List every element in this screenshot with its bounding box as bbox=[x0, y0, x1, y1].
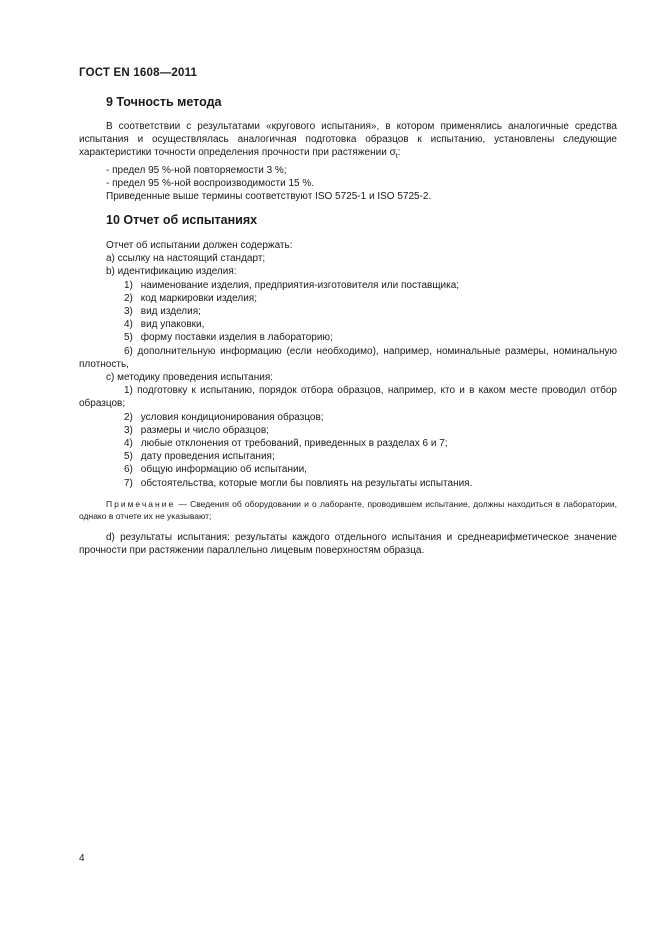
report-b-item-1: 1) наименование изделия, предприятия-изготовителя или поставщика; bbox=[124, 279, 460, 291]
section-9 bbox=[79, 95, 617, 203]
section-9-item-1: - предел 95 %-ной повторяемости 3 %; bbox=[106, 164, 287, 176]
report-b-item-3: 3) вид изделия; bbox=[124, 306, 201, 318]
report-b-item-6: 6) дополнительную информацию (если необходимо), например, номинальные размеры, номинальную плотность, bbox=[79, 345, 617, 370]
report-c-item-3: 3) размеры и число образцов; bbox=[124, 424, 269, 436]
section-9-intro: В соответствии с результатами «кругового испытания», в котором применялись аналогичные средства испытания и осуществлялась аналогичная подготовка образцов к испытанию, установлены следующие характеристики точности определения прочности при растяжении $\sigma_t$: bbox=[79, 121, 617, 161]
report-b-item-5: 5) форму поставки изделия в лабораторию; bbox=[124, 332, 333, 344]
report-c-item-7: 7) обстоятельства, которые могли бы повлиять на результаты испытания. bbox=[124, 477, 473, 489]
section-9-item-2: - предел 95 %-ной воспроизводимости 15 %. bbox=[106, 177, 315, 189]
report-c-item-2: 2) условия кондиционирования образцов; bbox=[124, 411, 324, 423]
report-item-a: a) ссылку на настоящий стандарт; bbox=[106, 253, 266, 265]
section-9-title: 9 Точность метода bbox=[106, 95, 222, 109]
note-text: — Сведения об оборудовании и о лаборанте, проводившем испытание, должны находиться в лаборатории, однако в отчете их не указывают; bbox=[79, 498, 617, 521]
report-c-item-4: 4) любые отклонения от требований, приведенных в разделах 6 и 7; bbox=[124, 438, 448, 450]
section-10-title: 10 Отчет об испытаниях bbox=[106, 213, 258, 227]
note-label: Примечание bbox=[106, 498, 176, 509]
report-intro: Отчет об испытании должен содержать: bbox=[106, 240, 293, 251]
report-b-item-2: 2) код маркировки изделия; bbox=[124, 292, 257, 304]
report-item-c: c) методику проведения испытания: bbox=[106, 372, 274, 384]
page-number: 4 bbox=[79, 853, 85, 864]
standard-header: ГОСТ EN 1608—2011 bbox=[79, 67, 198, 79]
section-10 bbox=[79, 213, 617, 557]
report-b-item-4: 4) вид упаковки, bbox=[124, 319, 205, 331]
report-c-item-5: 5) дату проведения испытания; bbox=[124, 451, 275, 463]
report-c-item-6: 6) общую информацию об испытании, bbox=[124, 464, 307, 476]
report-note bbox=[79, 498, 617, 522]
report-item-d: d) результаты испытания: результаты каждого отдельного испытания и среднеарифметическое значение прочности при растяжении параллельно лицевым поверхностям образца. bbox=[79, 531, 617, 557]
report-item-b: b) идентификацию изделия: bbox=[106, 266, 237, 278]
section-9-closing: Приведенные выше термины соответствуют ISO 5725-1 и ISO 5725-2. bbox=[106, 191, 432, 203]
report-c-item-1: 1) подготовку к испытанию, порядок отбора образцов, например, кто и в каком месте проводил отбор образцов; bbox=[79, 385, 617, 410]
